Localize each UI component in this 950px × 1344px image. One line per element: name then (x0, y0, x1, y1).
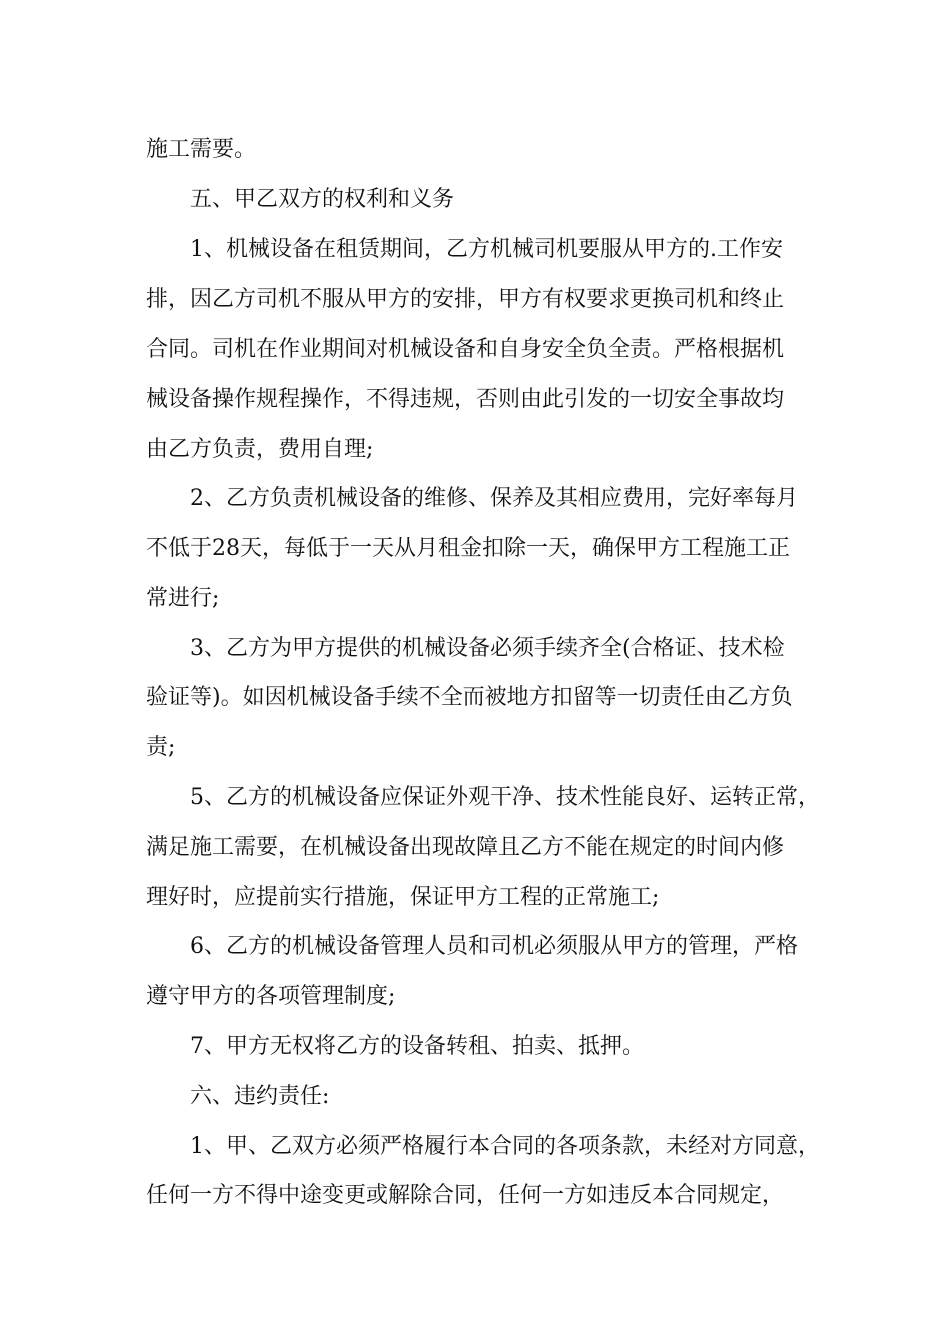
text-line: 常进行; (146, 586, 220, 611)
text-line: 1、机械设备在租赁期间，乙方机械司机要服从甲方的.工作安 (190, 237, 783, 262)
text-line: 不低于28天，每低于一天从月租金扣除一天，确保甲方工程施工正 (146, 536, 790, 561)
text-line: 由乙方负责，费用自理; (146, 437, 374, 462)
text-line: 3、乙方为甲方提供的机械设备必须手续齐全(合格证、技术检 (190, 636, 785, 661)
text-line: 7、甲方无权将乙方的设备转租、拍卖、抵押。 (190, 1034, 644, 1059)
text-line: 6、乙方的机械设备管理人员和司机必须服从甲方的管理，严格 (190, 934, 798, 959)
text-line: 理好时，应提前实行措施，保证甲方工程的正常施工; (146, 885, 660, 910)
text-line: 械设备操作规程操作，不得违规，否则由此引发的一切安全事故均 (146, 387, 785, 412)
text-line: 任何一方不得中途变更或解除合同，任何一方如违反本合同规定， (146, 1183, 785, 1208)
section-heading: 五、甲乙双方的权利和义务 (190, 187, 455, 212)
text-line: 合同。司机在作业期间对机械设备和自身安全负全责。严格根据机 (146, 337, 785, 362)
text-line: 5、乙方的机械设备应保证外观干净、技术性能良好、运转正常， (190, 785, 820, 810)
text-line: 施工需要。 (146, 137, 257, 162)
text-line: 2、乙方负责机械设备的维修、保养及其相应费用，完好率每月 (190, 486, 798, 511)
text-line: 满足施工需要，在机械设备出现故障且乙方不能在规定的时间内修 (146, 835, 785, 860)
section-heading: 六、违约责任: (190, 1084, 330, 1109)
text-line: 排，因乙方司机不服从甲方的安排，甲方有权要求更换司机和终止 (146, 287, 785, 312)
text-line: 1、甲、乙双方必须严格履行本合同的各项条款，未经对方同意， (190, 1134, 820, 1159)
text-line: 验证等)。如因机械设备手续不全而被地方扣留等一切责任由乙方负 (146, 685, 793, 710)
text-line: 责; (146, 735, 176, 760)
text-line: 遵守甲方的各项管理制度; (146, 984, 396, 1009)
